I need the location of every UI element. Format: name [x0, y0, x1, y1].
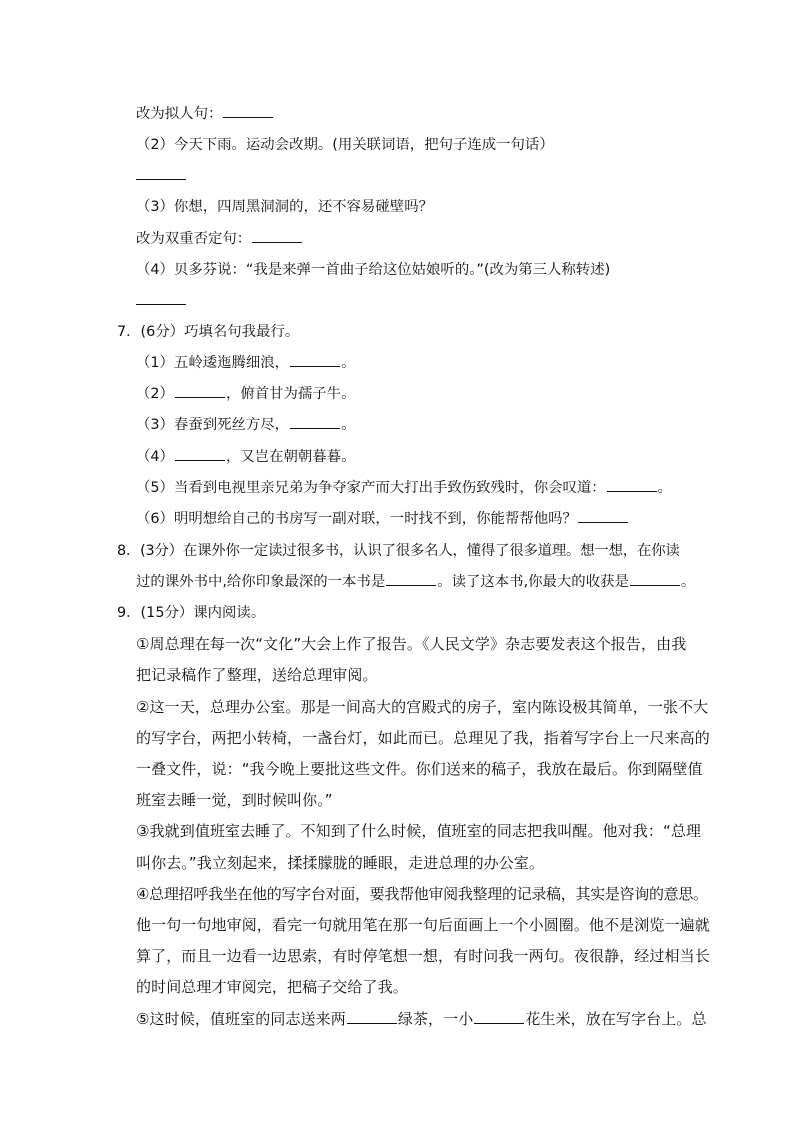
passage-p3-line-1: ③我就到值班室去睡了。不知到了什么时候，值班室的同志把我叫醒。他对我：“总理	[136, 822, 702, 840]
answer-blank[interactable]	[607, 478, 657, 492]
q7-i6-text: （6）明明想给自己的书房写一副对联，一时找不到，你能帮帮他吗？	[136, 511, 577, 527]
answer-blank[interactable]	[223, 104, 273, 118]
q7-item-4	[136, 447, 355, 467]
q7-item-2	[136, 384, 355, 404]
answer-blank[interactable]	[252, 229, 302, 243]
answer-blank[interactable]	[386, 572, 436, 586]
q9-title: 9．(15分）课内阅读。	[117, 605, 266, 621]
q7-item-1	[136, 353, 355, 373]
q7-item-6	[136, 509, 629, 529]
q6-l1-text: 改为拟人句：	[136, 106, 223, 122]
answer-blank[interactable]	[136, 166, 186, 180]
q6-l5-text: 改为双重否定句：	[136, 231, 252, 247]
q7-item-3	[136, 415, 355, 435]
q6-rewrite-personification	[136, 104, 274, 124]
q7-i1-text: （1）五岭逶迤腾细浪，	[136, 355, 290, 371]
passage-p3-line-2: 叫你去。”我立刻起来，揉揉朦胧的睡眼，走进总理的办公室。	[136, 854, 545, 872]
q6-item-2-answer	[136, 166, 187, 186]
q7-i4-text: ，又岂在朝朝暮暮。	[225, 449, 356, 465]
q7-i5-end: 。	[657, 480, 673, 496]
passage-p4-line-2: 他一句一句地审阅，看完一句就用笔在那一句后面画上一个小圆圈。他不是浏览一遍就	[136, 916, 710, 934]
p5-text-c: 花生米，放在写字台上。总	[525, 1010, 707, 1028]
q7-i4-num: （4）	[136, 449, 174, 465]
p5-text-a: ⑤这时候，值班室的同志送来两	[136, 1010, 346, 1028]
passage-p4-line-1: ④总理招呼我坐在他的写字台对面，要我帮他审阅我整理的记录稿，其实是咨询的意思。	[136, 885, 708, 903]
passage-p2-line-3: 一叠文件，说：“我今晚上要批这些文件。你们送来的稿子，我放在最后。你到隔壁值	[136, 760, 703, 778]
passage-p1-line-1: ①周总理在每一次“文化”大会上作了报告。《人民文学》杂志要发表这个报告，由我	[136, 635, 687, 653]
answer-blank[interactable]	[136, 291, 186, 305]
q8-line-2	[136, 572, 695, 592]
q8-line-1: 8．(3分）在课外你一定读过很多书，认识了很多名人，懂得了很多道理。想一想，在你读	[117, 543, 680, 559]
q6-item-4: （4）贝多芬说：“我是来弹一首曲子给这位姑娘听的。”(改为第三人称转述)	[136, 262, 611, 278]
q7-item-5	[136, 478, 672, 498]
q6-item-3: （3）你想，四周黑洞洞的，还不容易碰壁吗？	[136, 199, 433, 215]
q7-i1-end: 。	[341, 355, 356, 371]
q8-l2c: 。	[680, 574, 696, 590]
passage-p4-line-3: 算了，而且一边看一边思索，有时停笔想一想，有时问我一两句。夜很静，经过相当长	[136, 947, 710, 965]
answer-blank[interactable]	[290, 353, 340, 367]
q7-i2-text: ，俯首甘为孺子牛。	[225, 386, 356, 402]
q7-title: 7．(6分）巧填名句我最行。	[117, 324, 300, 340]
passage-p4-line-4: 的时间总理才审阅完，把稿子交给了我。	[136, 978, 408, 996]
answer-blank[interactable]	[630, 572, 680, 586]
q6-item-2: （2）今天下雨。运动会改期。(用关联词语，把句子连成一句话）	[136, 137, 554, 153]
answer-blank[interactable]	[578, 509, 628, 523]
passage-p1-line-2: 把记录稿作了整理，送给总理审阅。	[136, 666, 378, 684]
answer-blank[interactable]	[175, 384, 225, 398]
q6-item-3-rewrite	[136, 229, 303, 249]
passage-p5-line-1	[136, 1009, 707, 1029]
q7-i3-text: （3）春蚕到死丝方尽，	[136, 417, 290, 433]
q8-l2b: 。读了这本书,你最大的收获是	[437, 574, 629, 590]
passage-p2-line-4: 班室去睡一觉，到时候叫你。”	[136, 791, 333, 809]
q7-i5-text: （5）当看到电视里亲兄弟为争夺家产而大打出手致伤致残时，你会叹道：	[136, 480, 606, 496]
answer-blank[interactable]	[347, 1010, 397, 1024]
q8-l2a: 过的课外书中,给你印象最深的一本书是	[136, 574, 386, 590]
answer-blank[interactable]	[290, 415, 340, 429]
p5-text-b: 绿茶，一小	[397, 1010, 474, 1028]
q7-i3-end: 。	[341, 417, 356, 433]
passage-p2-line-2: 的写字台，两把小转椅，一盏台灯，如此而已。总理见了我，指着写字台上一尺来高的	[136, 729, 710, 747]
q7-i2-num: （2）	[136, 386, 174, 402]
q6-item-4-answer	[136, 291, 187, 311]
passage-p2-line-1: ②这一天，总理办公室。那是一间高大的宫殿式的房子，室内陈设极其简单，一张不大	[136, 698, 709, 716]
answer-blank[interactable]	[175, 447, 225, 461]
answer-blank[interactable]	[474, 1010, 524, 1024]
